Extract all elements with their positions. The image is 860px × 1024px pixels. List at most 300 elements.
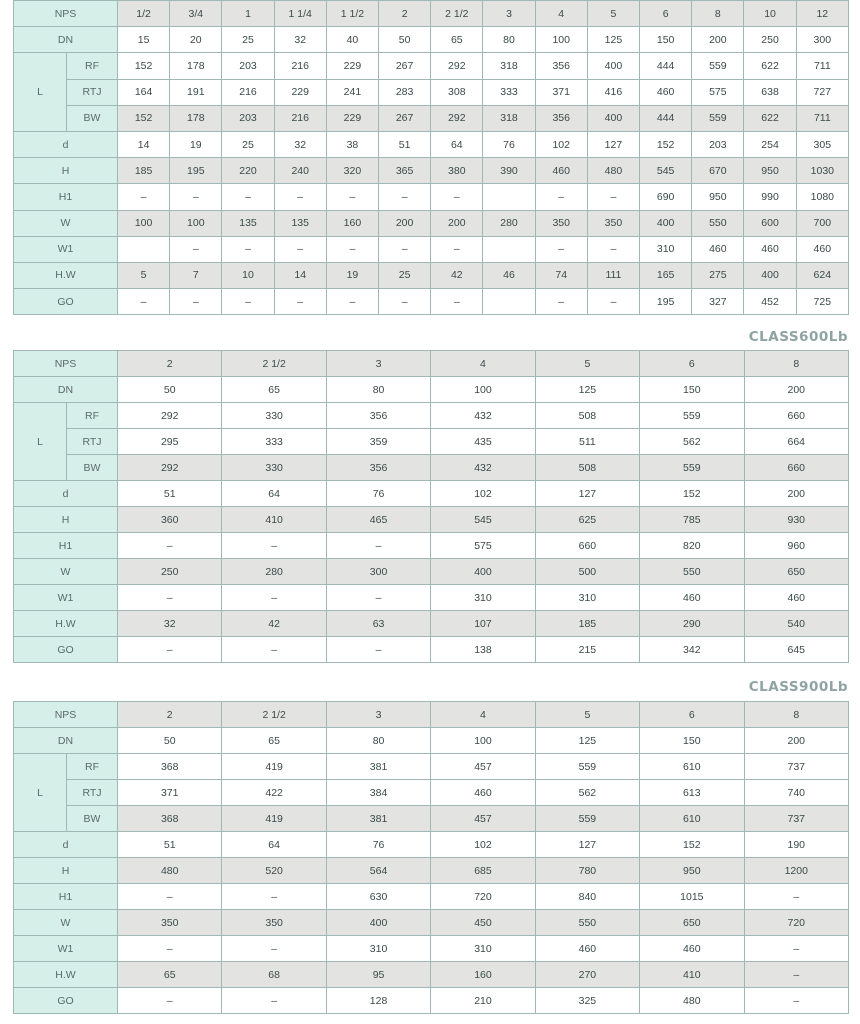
data-cell: 76 — [326, 481, 430, 507]
data-cell: 1030 — [796, 158, 848, 184]
data-cell: 185 — [535, 611, 639, 637]
data-cell: 511 — [535, 429, 639, 455]
data-cell: 327 — [692, 289, 744, 315]
data-cell: – — [326, 533, 430, 559]
data-cell: 342 — [640, 637, 744, 663]
data-cell: 203 — [692, 131, 744, 157]
data-cell: 670 — [692, 158, 744, 184]
data-cell: 210 — [431, 988, 535, 1014]
data-cell: 356 — [326, 455, 430, 481]
data-cell: 216 — [274, 53, 326, 79]
data-cell: 480 — [640, 988, 744, 1014]
dn-cell: 80 — [326, 728, 430, 754]
data-cell: 700 — [796, 210, 848, 236]
data-cell: 152 — [640, 131, 692, 157]
data-cell: 267 — [379, 105, 431, 131]
data-cell: – — [379, 236, 431, 262]
data-cell: 95 — [326, 962, 430, 988]
table-row-l-rf — [14, 53, 849, 79]
dn-cell: 65 — [431, 27, 483, 53]
data-cell: 32 — [274, 131, 326, 157]
data-cell: 191 — [170, 79, 222, 105]
data-cell: – — [222, 184, 274, 210]
data-cell: 1080 — [796, 184, 848, 210]
data-cell — [483, 184, 535, 210]
data-cell: 460 — [744, 585, 848, 611]
data-cell: 559 — [692, 53, 744, 79]
data-cell: 624 — [796, 262, 848, 288]
data-cell: 840 — [535, 884, 639, 910]
data-cell: 664 — [744, 429, 848, 455]
data-cell: 152 — [118, 105, 170, 131]
dn-cell: 80 — [326, 377, 430, 403]
data-cell: 138 — [431, 637, 535, 663]
data-cell: 330 — [222, 403, 326, 429]
data-cell: 318 — [483, 105, 535, 131]
data-cell: 550 — [535, 910, 639, 936]
nps-cell: 2 1/2 — [431, 1, 483, 27]
nps-cell: 2 1/2 — [222, 702, 326, 728]
nps-cell: 4 — [431, 702, 535, 728]
row-label: H — [14, 158, 118, 184]
table-row-nps — [14, 702, 849, 728]
l-sub-label: BW — [67, 105, 118, 131]
table-row-h — [14, 158, 849, 184]
data-cell: 220 — [222, 158, 274, 184]
dimension-table-class-900 — [13, 701, 849, 1014]
data-cell: 400 — [640, 210, 692, 236]
data-cell: 562 — [640, 429, 744, 455]
data-cell: – — [326, 637, 430, 663]
class-900-title: CLASS900Lb — [748, 679, 848, 695]
data-cell: 51 — [118, 832, 222, 858]
table-row-d — [14, 481, 849, 507]
data-cell: 720 — [431, 884, 535, 910]
nps-cell: 6 — [640, 702, 744, 728]
dn-label: DN — [14, 728, 118, 754]
data-cell: 660 — [744, 403, 848, 429]
data-cell: 64 — [431, 131, 483, 157]
nps-cell: 3 — [483, 1, 535, 27]
row-label: H — [14, 858, 118, 884]
data-cell: 164 — [118, 79, 170, 105]
data-cell: 575 — [692, 79, 744, 105]
data-cell: 559 — [640, 403, 744, 429]
data-cell: 725 — [796, 289, 848, 315]
data-cell: 68 — [222, 962, 326, 988]
data-cell: – — [431, 184, 483, 210]
data-cell: – — [118, 884, 222, 910]
data-cell: – — [222, 289, 274, 315]
data-cell: 32 — [118, 611, 222, 637]
data-cell: 63 — [326, 611, 430, 637]
data-cell: 280 — [222, 559, 326, 585]
data-cell: 356 — [326, 403, 430, 429]
row-label: GO — [14, 637, 118, 663]
data-cell: 452 — [744, 289, 796, 315]
data-cell: – — [535, 236, 587, 262]
data-cell: – — [222, 936, 326, 962]
data-cell: 368 — [118, 754, 222, 780]
data-cell: 330 — [222, 455, 326, 481]
data-cell: 550 — [640, 559, 744, 585]
data-cell: 613 — [640, 780, 744, 806]
data-cell: 229 — [326, 53, 378, 79]
data-cell: 820 — [640, 533, 744, 559]
data-cell: 356 — [535, 53, 587, 79]
nps-cell: 5 — [587, 1, 639, 27]
nps-cell: 10 — [744, 1, 796, 27]
data-cell: 14 — [274, 262, 326, 288]
table-row-h — [14, 858, 849, 884]
table-row-w1 — [14, 936, 849, 962]
data-cell: 200 — [379, 210, 431, 236]
data-cell: 74 — [535, 262, 587, 288]
data-cell: 559 — [535, 806, 639, 832]
table-row-w — [14, 559, 849, 585]
data-cell: – — [587, 184, 639, 210]
data-cell: 216 — [274, 105, 326, 131]
nps-cell: 2 — [118, 351, 222, 377]
row-label: d — [14, 832, 118, 858]
l-sub-label: RTJ — [67, 780, 118, 806]
dn-cell: 25 — [222, 27, 274, 53]
data-cell: 410 — [222, 507, 326, 533]
table-row-dn — [14, 728, 849, 754]
data-cell: 160 — [431, 962, 535, 988]
table-row-l-rtj — [14, 780, 849, 806]
data-cell: 203 — [222, 53, 274, 79]
data-cell: 660 — [535, 533, 639, 559]
data-cell: 727 — [796, 79, 848, 105]
data-cell: 333 — [222, 429, 326, 455]
data-cell: – — [118, 988, 222, 1014]
data-cell: 610 — [640, 806, 744, 832]
data-cell: 310 — [535, 585, 639, 611]
dn-cell: 65 — [222, 377, 326, 403]
data-cell: 400 — [587, 105, 639, 131]
data-cell: – — [118, 533, 222, 559]
data-cell: 465 — [326, 507, 430, 533]
data-cell: 419 — [222, 754, 326, 780]
l-sub-label: RTJ — [67, 79, 118, 105]
data-cell: 559 — [535, 754, 639, 780]
data-cell: 216 — [222, 79, 274, 105]
data-cell: 600 — [744, 210, 796, 236]
table-row-dn — [14, 27, 849, 53]
data-cell: 685 — [431, 858, 535, 884]
table-row-l-rf — [14, 403, 849, 429]
data-cell: 42 — [431, 262, 483, 288]
data-cell: 460 — [692, 236, 744, 262]
data-cell: – — [118, 289, 170, 315]
data-cell: 737 — [744, 806, 848, 832]
row-label: H.W — [14, 962, 118, 988]
row-label: GO — [14, 988, 118, 1014]
nps-cell: 3 — [326, 702, 430, 728]
data-cell: 419 — [222, 806, 326, 832]
data-cell: – — [170, 289, 222, 315]
dn-cell: 50 — [118, 377, 222, 403]
nps-cell: 2 — [379, 1, 431, 27]
data-cell: 480 — [118, 858, 222, 884]
data-cell: 10 — [222, 262, 274, 288]
data-cell: 215 — [535, 637, 639, 663]
data-cell: 740 — [744, 780, 848, 806]
data-cell: 660 — [744, 455, 848, 481]
data-cell: – — [379, 184, 431, 210]
data-cell: 250 — [118, 559, 222, 585]
data-cell: 190 — [744, 832, 848, 858]
table-row-w1 — [14, 585, 849, 611]
data-cell: 559 — [692, 105, 744, 131]
row-label: W — [14, 559, 118, 585]
dn-cell: 250 — [744, 27, 796, 53]
data-cell: 240 — [274, 158, 326, 184]
data-cell: 310 — [431, 585, 535, 611]
data-cell: – — [222, 988, 326, 1014]
data-cell: – — [274, 289, 326, 315]
data-cell: 65 — [118, 962, 222, 988]
data-cell: 25 — [379, 262, 431, 288]
table-row-w1 — [14, 236, 849, 262]
table-row-d — [14, 131, 849, 157]
data-cell: 19 — [326, 262, 378, 288]
data-cell: 254 — [744, 131, 796, 157]
data-cell: 625 — [535, 507, 639, 533]
dn-cell: 200 — [744, 728, 848, 754]
data-cell: 127 — [535, 481, 639, 507]
nps-cell: 1 1/4 — [274, 1, 326, 27]
data-cell: – — [744, 884, 848, 910]
data-cell: 195 — [640, 289, 692, 315]
data-cell: 292 — [118, 455, 222, 481]
data-cell: 650 — [640, 910, 744, 936]
data-cell: 267 — [379, 53, 431, 79]
data-cell: 127 — [587, 131, 639, 157]
data-cell: 550 — [692, 210, 744, 236]
data-cell: 100 — [170, 210, 222, 236]
data-cell: 610 — [640, 754, 744, 780]
data-cell: 275 — [692, 262, 744, 288]
data-cell: 135 — [274, 210, 326, 236]
data-cell: 950 — [640, 858, 744, 884]
data-cell: 76 — [326, 832, 430, 858]
data-cell: 100 — [118, 210, 170, 236]
data-cell: 450 — [431, 910, 535, 936]
table-row-d — [14, 832, 849, 858]
data-cell: 368 — [118, 806, 222, 832]
data-cell: 545 — [431, 507, 535, 533]
dn-cell: 20 — [170, 27, 222, 53]
dn-cell: 40 — [326, 27, 378, 53]
data-cell: 111 — [587, 262, 639, 288]
data-cell: 270 — [535, 962, 639, 988]
nps-cell: 2 — [118, 702, 222, 728]
data-cell: 76 — [483, 131, 535, 157]
data-cell: – — [535, 289, 587, 315]
dn-label: DN — [14, 27, 118, 53]
data-cell: 416 — [587, 79, 639, 105]
data-cell: – — [431, 289, 483, 315]
row-label: W — [14, 210, 118, 236]
data-cell: – — [744, 988, 848, 1014]
data-cell: – — [170, 184, 222, 210]
data-cell: – — [326, 289, 378, 315]
data-cell: 229 — [326, 105, 378, 131]
class-600-title: CLASS600Lb — [748, 329, 848, 345]
dn-cell: 125 — [535, 728, 639, 754]
nps-cell: 4 — [535, 1, 587, 27]
table-row-dn — [14, 377, 849, 403]
data-cell: 460 — [431, 780, 535, 806]
data-cell: 19 — [170, 131, 222, 157]
data-cell: 950 — [692, 184, 744, 210]
data-cell: 645 — [744, 637, 848, 663]
data-cell: 460 — [796, 236, 848, 262]
data-cell: 200 — [431, 210, 483, 236]
data-cell: – — [222, 585, 326, 611]
data-cell: 785 — [640, 507, 744, 533]
row-label: H.W — [14, 611, 118, 637]
table-row-hw — [14, 962, 849, 988]
data-cell: 365 — [379, 158, 431, 184]
nps-cell: 8 — [744, 351, 848, 377]
table-row-l-bw — [14, 455, 849, 481]
data-cell: 300 — [326, 559, 430, 585]
data-cell: 384 — [326, 780, 430, 806]
data-cell: 410 — [640, 962, 744, 988]
data-cell: 622 — [744, 53, 796, 79]
data-cell: 229 — [274, 79, 326, 105]
data-cell: 178 — [170, 53, 222, 79]
data-cell: 178 — [170, 105, 222, 131]
data-cell: 500 — [535, 559, 639, 585]
dn-cell: 150 — [640, 377, 744, 403]
dn-cell: 65 — [222, 728, 326, 754]
data-cell: 51 — [379, 131, 431, 157]
nps-cell: 6 — [640, 351, 744, 377]
data-cell: 622 — [744, 105, 796, 131]
data-cell: 195 — [170, 158, 222, 184]
dn-cell: 50 — [118, 728, 222, 754]
data-cell: 575 — [431, 533, 535, 559]
row-label: H1 — [14, 884, 118, 910]
data-cell: 292 — [431, 105, 483, 131]
data-cell: – — [170, 236, 222, 262]
nps-cell: 1/2 — [118, 1, 170, 27]
table-row-h1 — [14, 184, 849, 210]
dn-cell: 32 — [274, 27, 326, 53]
dn-cell: 100 — [535, 27, 587, 53]
data-cell: – — [431, 236, 483, 262]
data-cell: 780 — [535, 858, 639, 884]
data-cell: – — [222, 884, 326, 910]
data-cell: 356 — [535, 105, 587, 131]
table-row-w — [14, 910, 849, 936]
table-row-hw — [14, 262, 849, 288]
dn-cell: 15 — [118, 27, 170, 53]
l-group-label: L — [14, 403, 67, 481]
data-cell: 950 — [744, 158, 796, 184]
data-cell: 203 — [222, 105, 274, 131]
dn-cell: 125 — [587, 27, 639, 53]
data-cell: 381 — [326, 754, 430, 780]
data-cell: – — [744, 936, 848, 962]
table-row-nps — [14, 1, 849, 27]
dn-cell: 100 — [431, 728, 535, 754]
table-row-go — [14, 637, 849, 663]
nps-label: NPS — [14, 351, 118, 377]
data-cell: 200 — [744, 481, 848, 507]
data-cell: 371 — [535, 79, 587, 105]
data-cell: 460 — [640, 936, 744, 962]
nps-cell: 5 — [535, 351, 639, 377]
data-cell: 7 — [170, 262, 222, 288]
row-label: W — [14, 910, 118, 936]
data-cell: 42 — [222, 611, 326, 637]
nps-cell: 3/4 — [170, 1, 222, 27]
data-cell: 422 — [222, 780, 326, 806]
data-cell: 380 — [431, 158, 483, 184]
data-cell: – — [535, 184, 587, 210]
nps-cell: 5 — [535, 702, 639, 728]
data-cell: 400 — [587, 53, 639, 79]
data-cell: 310 — [431, 936, 535, 962]
data-cell: 64 — [222, 481, 326, 507]
data-cell: 308 — [431, 79, 483, 105]
data-cell: 540 — [744, 611, 848, 637]
data-cell: 508 — [535, 455, 639, 481]
data-cell: 638 — [744, 79, 796, 105]
data-cell: – — [274, 236, 326, 262]
data-cell: 292 — [431, 53, 483, 79]
data-cell: 435 — [431, 429, 535, 455]
row-label: H1 — [14, 184, 118, 210]
data-cell: 292 — [118, 403, 222, 429]
data-cell: – — [744, 962, 848, 988]
data-cell: 400 — [326, 910, 430, 936]
table-row-l-rf — [14, 754, 849, 780]
data-cell: 460 — [535, 158, 587, 184]
data-cell: 444 — [640, 53, 692, 79]
row-label: d — [14, 481, 118, 507]
dn-cell: 300 — [796, 27, 848, 53]
data-cell: 152 — [118, 53, 170, 79]
row-label: H.W — [14, 262, 118, 288]
dn-cell: 125 — [535, 377, 639, 403]
l-sub-label: BW — [67, 806, 118, 832]
data-cell: – — [118, 637, 222, 663]
data-cell: 290 — [640, 611, 744, 637]
table-row-l-bw — [14, 105, 849, 131]
data-cell: 457 — [431, 754, 535, 780]
data-cell — [483, 236, 535, 262]
data-cell: 480 — [587, 158, 639, 184]
data-cell: – — [587, 289, 639, 315]
table-row-l-bw — [14, 806, 849, 832]
data-cell: 14 — [118, 131, 170, 157]
data-cell: 960 — [744, 533, 848, 559]
data-cell: 460 — [640, 585, 744, 611]
data-cell: 46 — [483, 262, 535, 288]
data-cell: 930 — [744, 507, 848, 533]
data-cell: 102 — [535, 131, 587, 157]
data-cell: 127 — [535, 832, 639, 858]
nps-cell: 1 — [222, 1, 274, 27]
data-cell: 457 — [431, 806, 535, 832]
data-cell: 559 — [640, 455, 744, 481]
